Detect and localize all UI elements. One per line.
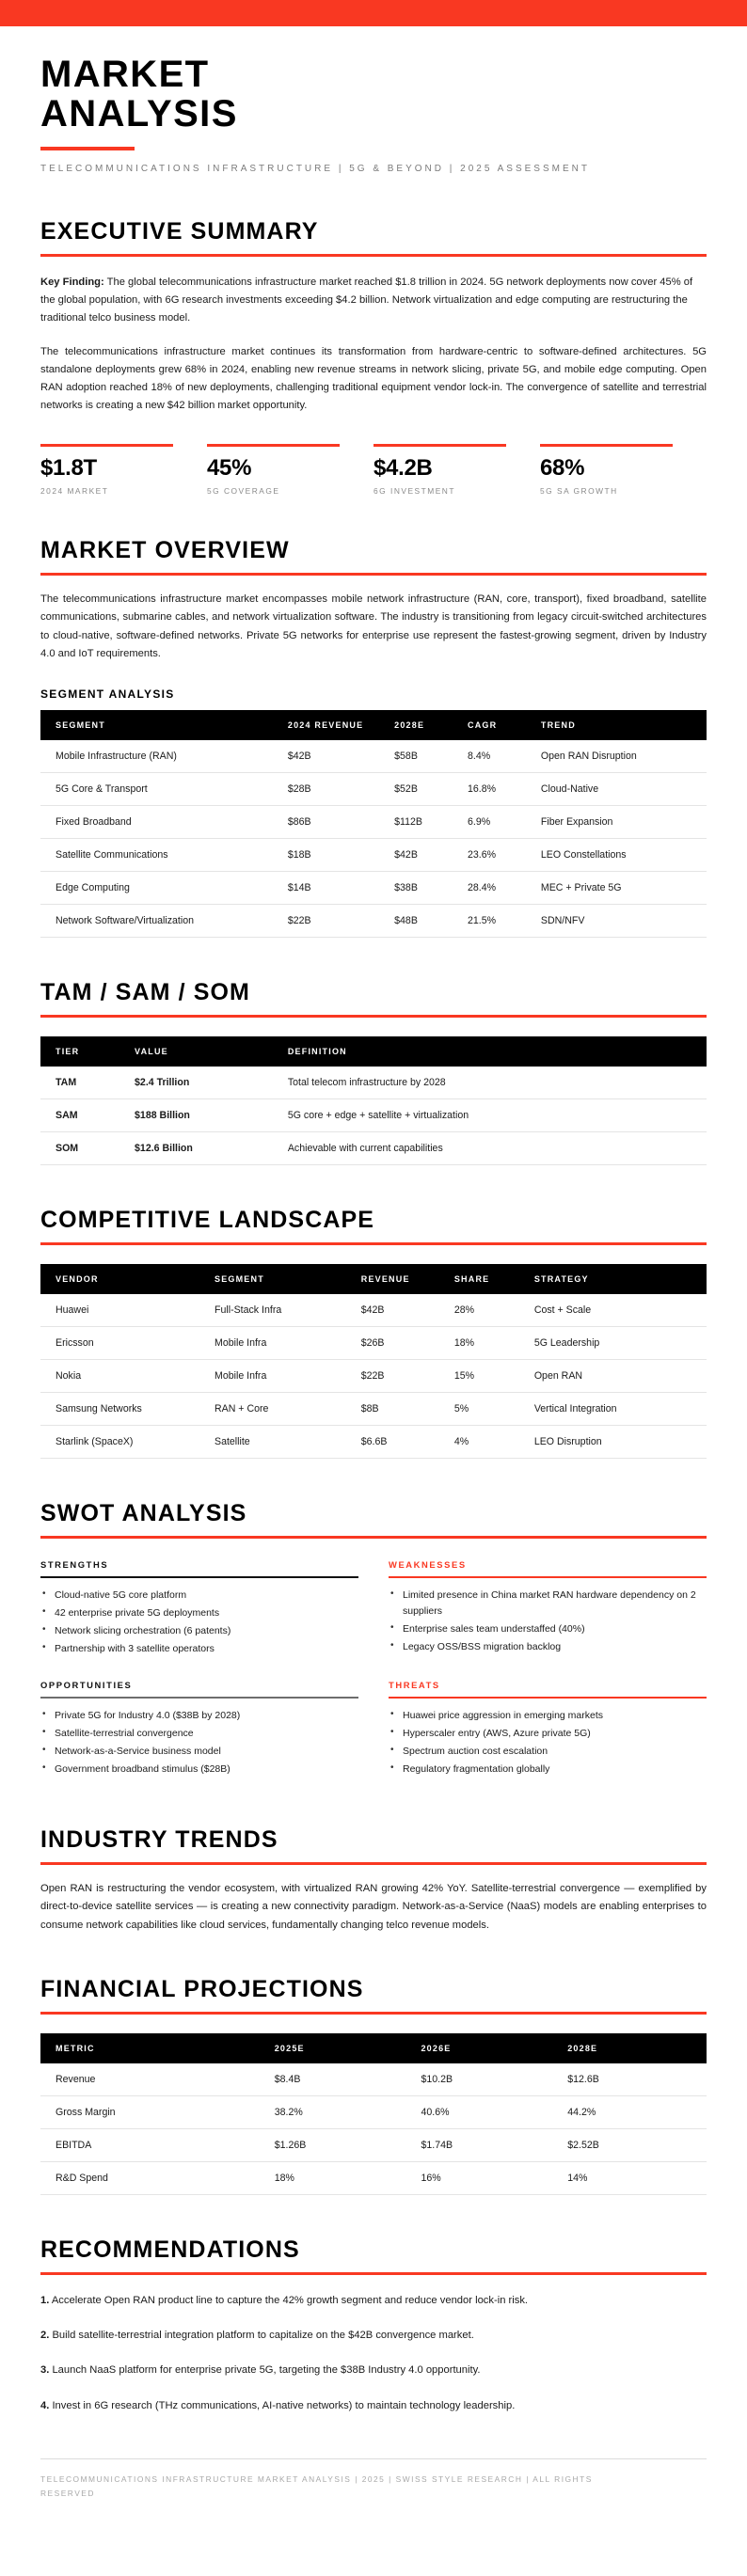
swot-grid — [40, 1559, 707, 1785]
table-row — [40, 1294, 707, 1327]
recommendation-item — [40, 2327, 707, 2345]
swot-divider — [40, 1697, 358, 1699]
competitive-landscape-table — [40, 1264, 707, 1459]
table-header-row — [40, 1264, 707, 1294]
cell-revenue-2028e: $112B — [387, 806, 460, 839]
table-row — [40, 1132, 707, 1165]
cell-tier: SAM — [40, 1099, 127, 1132]
cell-revenue-2028e: $48B — [387, 905, 460, 938]
column-header: STRATEGY — [527, 1264, 707, 1294]
list-item: • Hyperscaler entry (AWS, Azure private 5G) — [389, 1726, 707, 1742]
list-item: • Government broadband stimulus ($28B) — [40, 1762, 358, 1778]
cell-metric: Revenue — [40, 2063, 267, 2096]
column-header: 2025E — [267, 2033, 414, 2063]
cell-tier: TAM — [40, 1067, 127, 1099]
section-accent-rule — [40, 1015, 707, 1018]
table-row — [40, 806, 707, 839]
recommendation-text: Accelerate Open RAN product line to capture the 42% growth segment and reduce vendor lock-in risk. — [49, 2294, 529, 2306]
recommendation-item — [40, 2362, 707, 2379]
stat-accent-rule — [40, 444, 173, 447]
cell-vendor: Huawei — [40, 1294, 207, 1327]
table-row — [40, 872, 707, 905]
cell-metric: EBITDA — [40, 2128, 267, 2161]
cell-2025e: $1.26B — [267, 2128, 414, 2161]
cell-segment: Mobile Infra — [207, 1360, 354, 1393]
swot-heading-opportunities: OPPORTUNITIES — [40, 1680, 133, 1691]
cell-cagr: 16.8% — [460, 773, 533, 806]
swot-divider — [389, 1697, 707, 1699]
column-header: DEFINITION — [280, 1036, 707, 1067]
cell-2028e: 44.2% — [560, 2095, 707, 2128]
column-header: SEGMENT — [40, 710, 280, 740]
swot-quadrant-opportunities — [40, 1668, 358, 1779]
recommendation-text: Launch NaaS platform for enterprise private 5G, targeting the $38B Industry 4.0 opportunity. — [49, 2364, 481, 2377]
cell-strategy: LEO Disruption — [527, 1426, 707, 1459]
section-accent-rule — [40, 1862, 707, 1865]
section-heading-executive-summary: EXECUTIVE SUMMARY — [40, 217, 319, 245]
column-header: 2028E — [387, 710, 460, 740]
swot-list-weaknesses — [389, 1588, 707, 1655]
stat-value: 45% — [207, 454, 252, 481]
footer-divider — [40, 2458, 707, 2459]
stat-card — [207, 444, 374, 496]
cell-revenue-2024: $18B — [280, 839, 387, 872]
cell-cagr: 8.4% — [460, 740, 533, 773]
cell-2028e: $2.52B — [560, 2128, 707, 2161]
table-row — [40, 2063, 707, 2096]
table-row — [40, 1327, 707, 1360]
industry-trends-paragraph: Open RAN is restructuring the vendor ecosystem, with virtualized RAN growing 42% YoY. Satellite-terrestrial convergence — exemplified by direct-to-device satellite services — is creating a new connectivity paradigm. Network-as-a-Service (NaaS) models are enabling enterprises to consume network capabilities like cloud services, fundamentally changing telco revenue models. — [40, 1883, 707, 1931]
column-header: CAGR — [460, 710, 533, 740]
section-accent-rule — [40, 2012, 707, 2015]
section-heading-swot-analysis: SWOT ANALYSIS — [40, 1500, 247, 1527]
list-item: • Network slicing orchestration (6 patents) — [40, 1623, 358, 1639]
swot-heading-threats: THREATS — [389, 1680, 440, 1691]
table-row — [40, 1393, 707, 1426]
title-accent-rule — [40, 147, 135, 150]
cell-value: $188 Billion — [127, 1099, 280, 1132]
table-row — [40, 2161, 707, 2194]
cell-revenue-2024: $86B — [280, 806, 387, 839]
accent-top-bar — [0, 0, 747, 26]
column-header: REVENUE — [354, 1264, 447, 1294]
section-heading-industry-trends: INDUSTRY TRENDS — [40, 1826, 278, 1854]
cell-revenue-2024: $28B — [280, 773, 387, 806]
table-row — [40, 1360, 707, 1393]
cell-share: 28% — [447, 1294, 527, 1327]
cell-2026e: 40.6% — [413, 2095, 560, 2128]
key-finding-label: Key Finding: — [40, 276, 104, 288]
cell-segment: Full-Stack Infra — [207, 1294, 354, 1327]
cell-segment: Mobile Infrastructure (RAN) — [40, 740, 280, 773]
cell-definition: Achievable with current capabilities — [280, 1132, 707, 1165]
cell-vendor: Samsung Networks — [40, 1393, 207, 1426]
cell-cagr: 21.5% — [460, 905, 533, 938]
table-row — [40, 1099, 707, 1132]
cell-2028e: $12.6B — [560, 2063, 707, 2096]
cell-revenue: $6.6B — [354, 1426, 447, 1459]
cell-revenue-2028e: $58B — [387, 740, 460, 773]
stat-label: 5G SA GROWTH — [540, 486, 618, 497]
section-accent-rule — [40, 573, 707, 576]
list-item: • Partnership with 3 satellite operators — [40, 1641, 358, 1657]
cell-2026e: $10.2B — [413, 2063, 560, 2096]
stat-label: 5G COVERAGE — [207, 486, 280, 497]
table-row — [40, 2128, 707, 2161]
swot-quadrant-strengths — [40, 1559, 358, 1659]
cell-segment: Satellite — [207, 1426, 354, 1459]
cell-segment: Edge Computing — [40, 872, 280, 905]
cell-strategy: Cost + Scale — [527, 1294, 707, 1327]
cell-revenue-2028e: $42B — [387, 839, 460, 872]
section-accent-rule — [40, 1242, 707, 1245]
segment-analysis-table — [40, 710, 707, 938]
column-header: VALUE — [127, 1036, 280, 1067]
page-title-line-1: MARKET — [40, 54, 210, 95]
cell-tier: SOM — [40, 1132, 127, 1165]
table-row — [40, 839, 707, 872]
list-item: • Limited presence in China market RAN hardware dependency on 2 suppliers — [389, 1588, 707, 1620]
list-item: • Huawei price aggression in emerging markets — [389, 1708, 707, 1724]
stat-card — [40, 444, 207, 496]
swot-heading-weaknesses: WEAKNESSES — [389, 1559, 467, 1571]
swot-heading-strengths: STRENGTHS — [40, 1559, 109, 1571]
stat-card — [540, 444, 707, 496]
column-header: TREND — [533, 710, 707, 740]
recommendation-item — [40, 2397, 707, 2415]
cell-vendor: Ericsson — [40, 1327, 207, 1360]
swot-quadrant-weaknesses — [389, 1559, 707, 1659]
tam-sam-som-table — [40, 1036, 707, 1165]
swot-list-threats — [389, 1708, 707, 1778]
cell-segment: Network Software/Virtualization — [40, 905, 280, 938]
list-item: • Regulatory fragmentation globally — [389, 1762, 707, 1778]
list-item: • Legacy OSS/BSS migration backlog — [389, 1639, 707, 1655]
section-accent-rule — [40, 1536, 707, 1539]
cell-revenue-2028e: $38B — [387, 872, 460, 905]
list-item: • Satellite-terrestrial convergence — [40, 1726, 358, 1742]
cell-revenue: $22B — [354, 1360, 447, 1393]
table-header-row — [40, 2033, 707, 2063]
list-item: • Enterprise sales team understaffed (40%) — [389, 1621, 707, 1637]
cell-revenue: $26B — [354, 1327, 447, 1360]
table-row — [40, 905, 707, 938]
cell-segment: Fixed Broadband — [40, 806, 280, 839]
column-header: SHARE — [447, 1264, 527, 1294]
stat-card — [374, 444, 540, 496]
cell-share: 15% — [447, 1360, 527, 1393]
list-item: • Network-as-a-Service business model — [40, 1744, 358, 1760]
swot-divider — [40, 1576, 358, 1578]
column-header: 2028E — [560, 2033, 707, 2063]
section-heading-market-overview: MARKET OVERVIEW — [40, 537, 290, 564]
cell-revenue: $42B — [354, 1294, 447, 1327]
column-header: VENDOR — [40, 1264, 207, 1294]
recommendation-text: Invest in 6G research (THz communications, AI-native networks) to maintain technology leadership. — [49, 2399, 516, 2411]
stat-accent-rule — [540, 444, 673, 447]
list-item: • Private 5G for Industry 4.0 ($38B by 2028) — [40, 1708, 358, 1724]
document-subtitle: TELECOMMUNICATIONS INFRASTRUCTURE | 5G & BEYOND | 2025 ASSESSMENT — [40, 163, 590, 174]
financial-projections-table — [40, 2033, 707, 2195]
recommendation-text: Build satellite-terrestrial integration platform to capitalize on the $42B convergence market. — [49, 2330, 474, 2342]
cell-trend: SDN/NFV — [533, 905, 707, 938]
stat-value: $1.8T — [40, 454, 97, 481]
recommendation-number: 2. — [40, 2330, 50, 2342]
swot-divider — [389, 1576, 707, 1578]
section-heading-tam-sam-som: TAM / SAM / SOM — [40, 979, 250, 1006]
table-row — [40, 740, 707, 773]
page-title-line-2: ANALYSIS — [40, 93, 238, 135]
cell-value: $12.6 Billion — [127, 1132, 280, 1165]
key-finding-paragraph — [40, 274, 707, 328]
table-header-row — [40, 1036, 707, 1067]
cell-revenue: $8B — [354, 1393, 447, 1426]
cell-revenue-2028e: $52B — [387, 773, 460, 806]
column-header: METRIC — [40, 2033, 267, 2063]
cell-cagr: 23.6% — [460, 839, 533, 872]
stat-accent-rule — [207, 444, 340, 447]
table-row — [40, 773, 707, 806]
cell-strategy: Open RAN — [527, 1360, 707, 1393]
cell-segment: Satellite Communications — [40, 839, 280, 872]
market-overview-paragraph: The telecommunications infrastructure market encompasses mobile network infrastructure (RAN, core, transport), fixed broadband, satellite communications, submarine cables, and network virtualization software. The industry is transitioning from legacy circuit-switched architectures to cloud-native, software-defined networks. Private 5G networks for enterprise use represent the fastest-growing segment, driven by Industry 4.0 and IoT requirements. — [40, 593, 707, 659]
table-row — [40, 1426, 707, 1459]
cell-share: 5% — [447, 1393, 527, 1426]
cell-strategy: Vertical Integration — [527, 1393, 707, 1426]
cell-2025e: 18% — [267, 2161, 414, 2194]
recommendation-number: 1. — [40, 2294, 50, 2306]
cell-revenue-2024: $42B — [280, 740, 387, 773]
cell-trend: Open RAN Disruption — [533, 740, 707, 773]
cell-revenue-2024: $14B — [280, 872, 387, 905]
cell-metric: R&D Spend — [40, 2161, 267, 2194]
masthead — [40, 26, 707, 177]
cell-metric: Gross Margin — [40, 2095, 267, 2128]
cell-2025e: $8.4B — [267, 2063, 414, 2096]
cell-definition: 5G core + edge + satellite + virtualization — [280, 1099, 707, 1132]
table-row — [40, 1067, 707, 1099]
cell-vendor: Starlink (SpaceX) — [40, 1426, 207, 1459]
column-header: 2024 REVENUE — [280, 710, 387, 740]
stat-value: 68% — [540, 454, 585, 481]
cell-value: $2.4 Trillion — [127, 1067, 280, 1099]
cell-2026e: 16% — [413, 2161, 560, 2194]
page-title — [40, 55, 707, 134]
cell-trend: LEO Constellations — [533, 839, 707, 872]
column-header: TIER — [40, 1036, 127, 1067]
section-heading-competitive-landscape: COMPETITIVE LANDSCAPE — [40, 1207, 375, 1234]
cell-cagr: 28.4% — [460, 872, 533, 905]
swot-list-strengths — [40, 1588, 358, 1657]
cell-strategy: 5G Leadership — [527, 1327, 707, 1360]
cell-segment: 5G Core & Transport — [40, 773, 280, 806]
swot-list-opportunities — [40, 1708, 358, 1778]
recommendation-number: 4. — [40, 2399, 50, 2411]
cell-segment: Mobile Infra — [207, 1327, 354, 1360]
column-header: SEGMENT — [207, 1264, 354, 1294]
list-item: • Spectrum auction cost escalation — [389, 1744, 707, 1760]
executive-summary-paragraph: The telecommunications infrastructure market continues its transformation from hardware-centric to software-defined architectures. 5G standalone deployments grew 68% in 2024, enabling new revenue streams in network slicing, private 5G, and mobile edge computing. Open RAN adoption reached 18% of new deployments, challenging traditional equipment vendor lock-in. The convergence of satellite and terrestrial networks is creating a new $42 billion market opportunity. — [40, 345, 707, 412]
footer-text: TELECOMMUNICATIONS INFRASTRUCTURE MARKET ANALYSIS | 2025 | SWISS STYLE RESEARCH | ALL RIGHTS RESERVED — [40, 2473, 593, 2498]
cell-share: 18% — [447, 1327, 527, 1360]
section-heading-recommendations: RECOMMENDATIONS — [40, 2236, 300, 2263]
column-header: 2026E — [413, 2033, 560, 2063]
recommendation-number: 3. — [40, 2364, 50, 2377]
cell-vendor: Nokia — [40, 1360, 207, 1393]
cell-cagr: 6.9% — [460, 806, 533, 839]
stat-accent-rule — [374, 444, 506, 447]
recommendation-item — [40, 2292, 707, 2310]
cell-segment: RAN + Core — [207, 1393, 354, 1426]
table-header-row — [40, 710, 707, 740]
cell-2026e: $1.74B — [413, 2128, 560, 2161]
stat-value: $4.2B — [374, 454, 433, 481]
section-accent-rule — [40, 254, 707, 257]
stat-label: 6G INVESTMENT — [374, 486, 455, 497]
cell-share: 4% — [447, 1426, 527, 1459]
section-heading-financial-projections: FINANCIAL PROJECTIONS — [40, 1975, 364, 2002]
section-accent-rule — [40, 2272, 707, 2275]
cell-definition: Total telecom infrastructure by 2028 — [280, 1067, 707, 1099]
table-row — [40, 2095, 707, 2128]
cell-trend: Cloud-Native — [533, 773, 707, 806]
subsection-heading-segment-analysis: SEGMENT ANALYSIS — [40, 687, 175, 702]
cell-2025e: 38.2% — [267, 2095, 414, 2128]
list-item: • 42 enterprise private 5G deployments — [40, 1605, 358, 1621]
cell-2028e: 14% — [560, 2161, 707, 2194]
cell-revenue-2024: $22B — [280, 905, 387, 938]
list-item: • Cloud-native 5G core platform — [40, 1588, 358, 1604]
cell-trend: MEC + Private 5G — [533, 872, 707, 905]
key-stats-strip — [40, 444, 707, 496]
swot-quadrant-threats — [389, 1668, 707, 1779]
stat-label: 2024 MARKET — [40, 486, 109, 497]
cell-trend: Fiber Expansion — [533, 806, 707, 839]
key-finding-text: The global telecommunications infrastructure market reached $1.8 trillion in 2024. 5G network deployments now cover 45% of the global population, with 6G research investments exceeding $4.2 billion. Network virtualization and edge computing are restructuring the traditional telco business model. — [40, 276, 693, 324]
